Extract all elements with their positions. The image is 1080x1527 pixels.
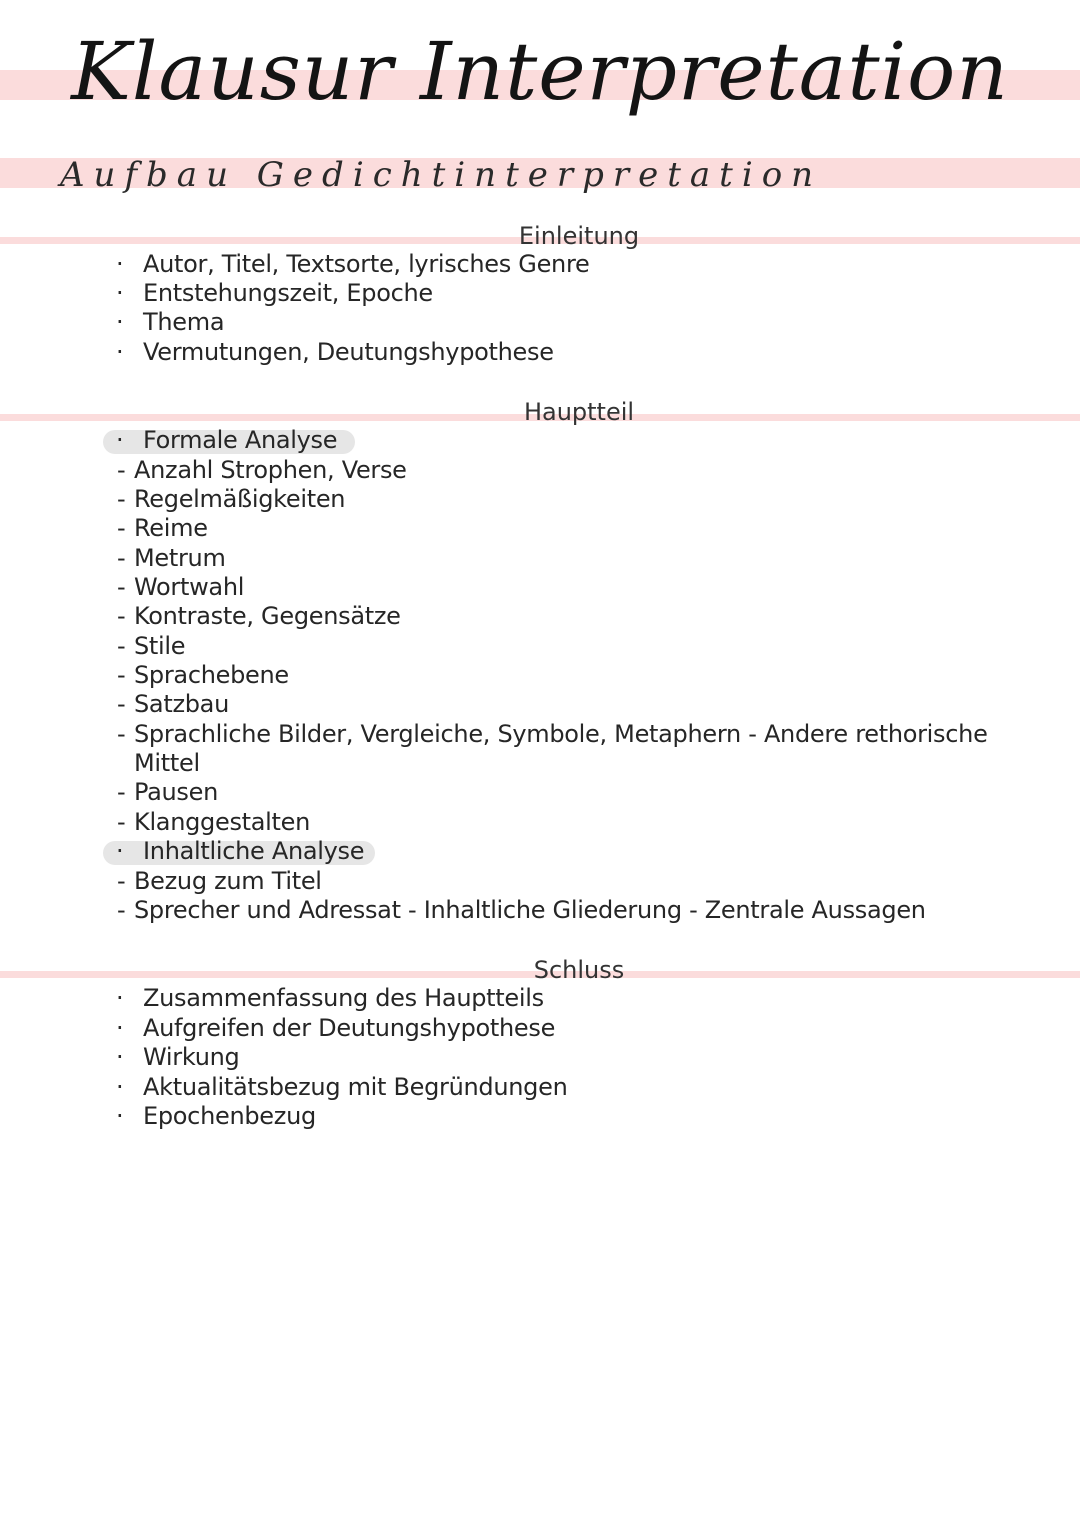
formale-item: - Regelmäßigkeiten <box>117 485 346 513</box>
dash-icon: - <box>117 632 126 660</box>
einleitung-item: · Thema <box>116 308 225 336</box>
einleitung-item: · Entstehungszeit, Epoche <box>116 279 433 307</box>
formale-item: - Reime <box>117 514 208 542</box>
bullet-icon: · <box>116 984 124 1012</box>
bullet-icon: · <box>116 1073 124 1101</box>
schluss-item: · Epochenbezug <box>116 1102 316 1130</box>
formale-item: - Klanggestalten <box>117 808 311 836</box>
dash-icon: - <box>117 690 126 718</box>
dash-icon: - <box>117 573 126 601</box>
dash-icon: - <box>117 602 126 630</box>
formale-item: - Kontraste, Gegensätze <box>117 602 401 630</box>
schluss-item: · Zusammenfassung des Hauptteils <box>116 984 544 1012</box>
bullet-icon: · <box>116 1014 124 1042</box>
einleitung-heading: Einleitung <box>518 222 640 250</box>
inhaltliche-analyse-label: · Inhaltliche Analyse <box>116 837 365 865</box>
bullet-icon: · <box>116 426 124 454</box>
inhaltliche-item: - Sprecher und Adressat - Inhaltliche Gliederung - Zentrale Aussagen <box>117 896 926 924</box>
hauptteil-heading: Hauptteil <box>523 398 635 426</box>
formale-item: - Stile <box>117 632 186 660</box>
dash-icon: - <box>117 544 126 572</box>
schluss-item: · Aufgreifen der Deutungshypothese <box>116 1014 556 1042</box>
dash-icon: - <box>117 661 126 689</box>
dash-icon: - <box>117 896 126 924</box>
formale-analyse-label: · Formale Analyse <box>116 426 338 454</box>
bullet-icon: · <box>116 279 124 307</box>
bullet-icon: · <box>116 338 124 366</box>
dash-icon: - <box>117 720 126 748</box>
einleitung-item: · Vermutungen, Deutungshypothese <box>116 338 554 366</box>
formale-item: - Metrum <box>117 544 226 572</box>
formale-item: - Wortwahl <box>117 573 245 601</box>
bullet-icon: · <box>116 1043 124 1071</box>
bullet-icon: · <box>116 250 124 278</box>
dash-icon: - <box>117 778 126 806</box>
bullet-icon: · <box>116 1102 124 1130</box>
page-subtitle: Aufbau Gedichtinterpretation <box>60 155 823 195</box>
formale-item: - Pausen <box>117 778 218 806</box>
schluss-item: · Aktualitätsbezug mit Begründungen <box>116 1073 568 1101</box>
dash-icon: - <box>117 867 126 895</box>
bullet-icon: · <box>116 837 124 865</box>
formale-item: - Sprachebene <box>117 661 289 689</box>
inhaltliche-item: - Bezug zum Titel <box>117 867 322 895</box>
dash-icon: - <box>117 456 126 484</box>
formale-item: - Sprachliche Bilder, Vergleiche, Symbole, Metaphern - Andere rethorische <box>117 720 988 748</box>
formale-item: - Satzbau <box>117 690 230 718</box>
formale-item: - Anzahl Strophen, Verse <box>117 456 407 484</box>
dash-icon: - <box>117 514 126 542</box>
einleitung-item: · Autor, Titel, Textsorte, lyrisches Genre <box>116 250 590 278</box>
dash-icon: - <box>117 485 126 513</box>
schluss-item: · Wirkung <box>116 1043 240 1071</box>
schluss-heading: Schluss <box>533 956 625 984</box>
dash-icon: - <box>117 808 126 836</box>
bullet-icon: · <box>116 308 124 336</box>
formale-item-continuation: Mittel <box>134 749 200 777</box>
page-title: Klausur Interpretation <box>71 25 1009 118</box>
